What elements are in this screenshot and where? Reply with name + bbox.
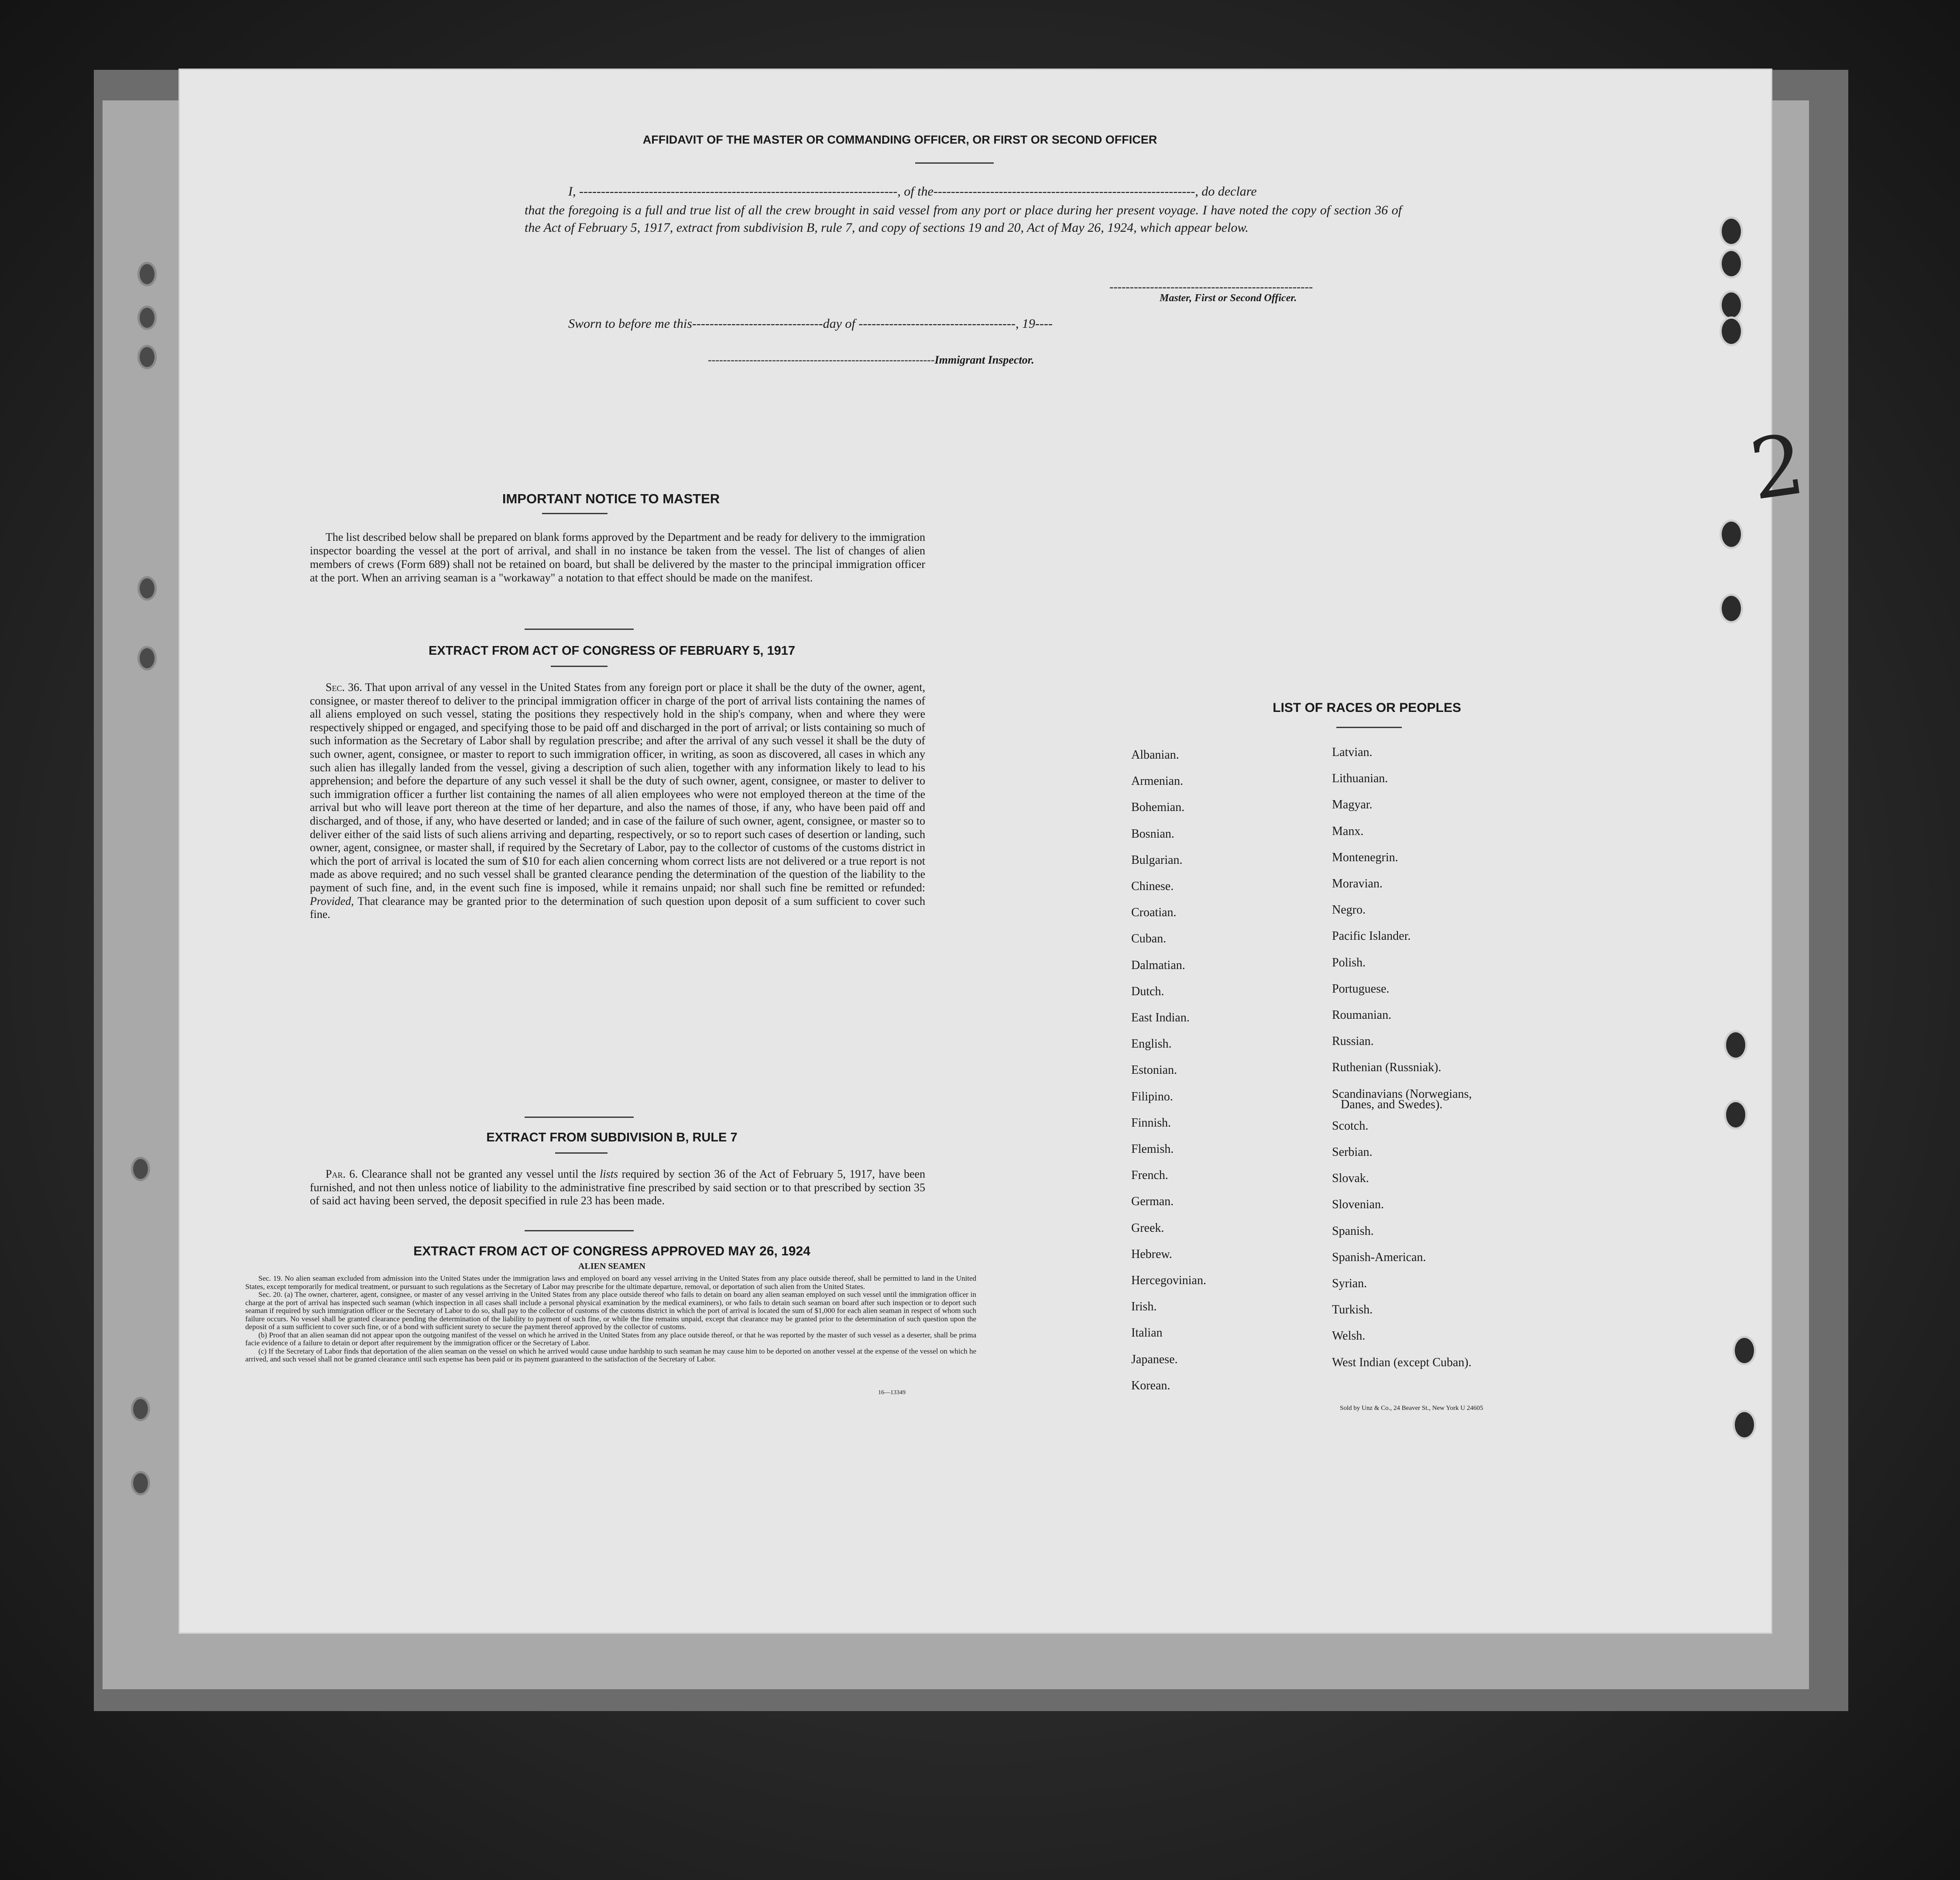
race-item: Japanese. — [1131, 1352, 1178, 1366]
race-item: Magyar. — [1332, 798, 1373, 812]
punch-hole — [1733, 1410, 1756, 1440]
race-item: Chinese. — [1131, 880, 1174, 894]
race-item: Croatian. — [1131, 906, 1177, 920]
lists-word: lists — [600, 1168, 618, 1180]
sworn-label: Sworn to before me this — [568, 316, 692, 331]
sec-20c-text: (c) If the Secretary of Labor finds that deportation of the alien seaman on the vessel on which he arrived would cause undue hardship to such seaman he may cause him to be deported on another vessel at the expense of the vessel on which he arrived, and such vessel shall not be granted clearance until such expense has been paid or its payment guaranteed to the satisfaction of the Secretary of Labor. — [245, 1347, 976, 1363]
sworn-date-field[interactable]: ------------------------------ — [692, 316, 823, 331]
inspector-line — [708, 354, 1034, 367]
race-item: Bosnian. — [1131, 827, 1174, 841]
race-item: Turkish. — [1332, 1303, 1373, 1317]
punch-hole — [1720, 519, 1743, 549]
affidavit-line1 — [568, 184, 1572, 199]
race-item: Armenian. — [1131, 774, 1183, 788]
par-6-label: Par. 6. — [326, 1168, 358, 1180]
sec-19-text: Sec. 19. No alien seaman excluded from admission into the United States under the immigration laws and employed on board any vessel arriving in the United States from any place outside thereof, shall be permitted to land in the United States, except temporarily for medical treatment, or pursuant to such regulations as the Secretary of Labor may prescribe for the ultimate departure, removal, or deportation of such alien from the United States. — [245, 1274, 976, 1291]
race-item: Lithuanian. — [1332, 772, 1388, 786]
form-number: 16—13349 — [878, 1389, 906, 1396]
punch-hole — [1733, 1336, 1756, 1365]
subdivision-body — [310, 1168, 925, 1208]
inspector-label: Immigrant Inspector. — [934, 354, 1034, 366]
race-item: Greek. — [1131, 1221, 1164, 1235]
month-field[interactable]: ------------------------------------ — [858, 316, 1016, 331]
race-item: Scandinavians (Norwegians, — [1332, 1087, 1472, 1101]
punch-hole — [1724, 1030, 1747, 1060]
race-item: Scotch. — [1332, 1119, 1369, 1133]
race-item: Bulgarian. — [1131, 853, 1183, 867]
alien-seamen-subtitle: ALIEN SEAMEN — [578, 1261, 645, 1271]
punch-hole — [137, 345, 157, 369]
extract-1924-body — [245, 1275, 976, 1364]
race-item: Bohemian. — [1131, 801, 1185, 815]
affidavit-body: that the foregoing is a full and true list of all the crew brought in said vessel from any port or place during her present voyage. I have noted the copy of section 36 of the Act of February 5, 1917, extract from subdivision B, rule 7, and copy of sections 19 and 20, Act of May 26, 1924, which appear below. — [525, 203, 1402, 235]
race-item: French. — [1131, 1169, 1168, 1182]
punch-hole — [137, 262, 157, 286]
i-label: I, — [568, 184, 576, 199]
section-divider — [525, 629, 634, 630]
race-item: Pacific Islander. — [1332, 929, 1411, 943]
races-title: LIST OF RACES OR PEOPLES — [1273, 701, 1461, 715]
extract-1917-body — [310, 681, 925, 921]
subdivision-divider — [555, 1152, 608, 1154]
sec-20b-text: (b) Proof that an alien seaman did not appear upon the outgoing manifest of the vessel on which he arrived in the United States from any place outside thereof, or that he was reported by the master of such vessel as a deserter, shall be prima facie evidence of a failure to detain or deport after requirement by the immigration officer or the Secretary of Labor. — [245, 1330, 976, 1347]
race-item: Italian — [1131, 1326, 1163, 1340]
race-item: Flemish. — [1131, 1142, 1174, 1156]
document-page — [180, 70, 1810, 1633]
race-item: Irish. — [1131, 1300, 1157, 1314]
par-6-text-b: required by section 36 of the Act of February 5, 1917, have been furnished, and not then unless notice of liability to the administrative fine prescribed by said section or to that prescribed by section 35 of said act having been served, the deposit specified in rule 23 has been made. — [310, 1168, 926, 1207]
race-item: Dalmatian. — [1131, 958, 1185, 972]
races-column-1 — [1131, 742, 1206, 1399]
notice-divider — [542, 513, 608, 514]
race-item: Spanish. — [1332, 1224, 1374, 1238]
race-item: Latvian. — [1332, 746, 1373, 759]
race-item: Syrian. — [1332, 1277, 1367, 1291]
race-item-continuation: Danes, and Swedes). — [1341, 1098, 1443, 1111]
year-label: , 19 — [1015, 316, 1035, 331]
race-item: Montenegrin. — [1332, 850, 1398, 864]
punch-hole — [1720, 594, 1743, 623]
race-item: Serbian. — [1332, 1145, 1373, 1159]
race-item: Roumanian. — [1332, 1008, 1392, 1022]
race-item: Cuban. — [1131, 932, 1167, 946]
seller-imprint: Sold by Unz & Co., 24 Beaver St., New York U 24605 — [1340, 1405, 1483, 1412]
race-item: Ruthenian (Russniak). — [1332, 1061, 1442, 1075]
sec-36-text: That upon arrival of any vessel in the United States from any foreign port or place it shall be the duty of the owner, agent, consignee, or master thereof to deliver to the principal immigration officer in charge of the port of arrival lists containing the names of all aliens employed on such vessel, stating the positions they respectively hold in the ship's company, when and where they were respectively shipped or engaged, and specifying those to be paid off and discharged in the port of arrival; or lists containing so much of such information as the Secretary of Labor shall by regulation prescribe; and after the arrival of any such vessel it shall be the duty of such owner, agent, consignee, or master to report to such immigration officer, in writing, as soon as discovered, all cases in which any such alien has illegally landed from the vessel, giving a description of such alien, together with any information likely to lead to his apprehension; and before the departure of any such vessel it shall be the duty of such owner, agent, consignee, or master to deliver to such immigration officer a further list containing the names of all alien employees who were not employed thereon at the time of the arrival but who will leave port thereon at the time of her departure, and also the names of those, if any, who have been paid off and discharged, and of those, if any, who have deserted or landed; and in case of the failure of such owner, agent, consignee, or master so to deliver either of the said lists of such aliens arriving and departing, respectively, or so to report such cases of desertion or landing, such owner, agent, consignee, or master shall, if required by the Secretary of Labor, pay to the collector of customs of the customs district in which the port of arrival is located the sum of $10 for each alien concerning whom correct lists are not delivered or a true report is not made as above required; and no such vessel shall be granted clearance pending the determination of the question of the liability to the payment of such fine, and, in the event such fine is imposed, while it remains unpaid; nor shall such fine be remitted or refunded: — [310, 681, 925, 894]
vessel-field[interactable]: ------------------------------------------------------------ — [933, 184, 1195, 199]
race-item: Moravian. — [1332, 877, 1383, 891]
punch-hole — [1720, 217, 1743, 246]
punch-hole — [131, 1157, 150, 1181]
handwritten-mark: 2 — [1744, 416, 1810, 519]
race-item: Polish. — [1332, 955, 1366, 969]
title-divider — [915, 162, 994, 164]
race-item: Filipino. — [1131, 1090, 1173, 1103]
race-item: Finnish. — [1131, 1116, 1171, 1130]
declare-label: , do declare — [1195, 184, 1257, 199]
sec-36-end: That clearance may be granted prior to the determination of such question upon deposit of a sum sufficient to cover such fine. — [310, 894, 925, 921]
name-field[interactable]: ------------------------------------------------------------------------- — [579, 184, 898, 199]
inspector-signature-field[interactable]: ------------------------------------------------------------ — [708, 354, 935, 366]
of-the-label: , of the — [897, 184, 934, 199]
race-item: Welsh. — [1332, 1329, 1366, 1343]
race-item: East Indian. — [1131, 1011, 1190, 1025]
punch-hole — [1720, 249, 1743, 278]
punch-hole — [137, 576, 157, 601]
par-6-text-a: Clearance shall not be granted any vessel until the — [361, 1168, 596, 1180]
race-item: Manx. — [1332, 824, 1364, 838]
race-item: German. — [1131, 1195, 1174, 1209]
race-item: Slovenian. — [1332, 1198, 1384, 1212]
punch-hole — [1720, 290, 1743, 320]
race-item: Portuguese. — [1332, 982, 1390, 996]
provided-word: Provided, — [310, 894, 354, 907]
punch-hole — [1720, 316, 1743, 346]
master-signature-line[interactable]: -------------------------------------------------- — [1109, 280, 1313, 294]
race-item: Negro. — [1332, 903, 1366, 917]
affidavit-title: AFFIDAVIT OF THE MASTER OR COMMANDING OFFICER, OR FIRST OR SECOND OFFICER — [642, 133, 1157, 146]
punch-hole — [131, 1471, 150, 1495]
race-item: Korean. — [1131, 1378, 1171, 1392]
race-item: Dutch. — [1131, 984, 1164, 998]
sec-20a-text: Sec. 20. (a) The owner, charterer, agent, consignee, or master of any vessel arriving in the United States from any place outside thereof who fails to detain on board any alien seaman employed on such vessel until the immigration officer in charge at the port of arrival has inspected such seaman (which inspection in all cases shall include a personal physical examination by the medical examiners), or who fails to detain such seaman on board after such inspection or to deport such seaman if required by such immigration officer or the Secretary of Labor to do so, shall pay to the collector of customs of the customs district in which the port of arrival is located the sum of $1,000 for each alien seaman in respect of whom such failure occurs. No vessel shall be granted clearance pending the determination of the liability to payment of such fine, or while the fine remains unpaid, except that clearance may be granted prior to the determination of such question upon the deposit of a sum sufficient to cover such fine, or of a bond with sufficient surety to secure the payment thereof approved by the collector of customs. — [245, 1290, 976, 1331]
day-of-label: day of — [823, 316, 855, 331]
section-divider — [525, 1230, 634, 1231]
punch-hole — [1724, 1100, 1747, 1130]
race-item: Estonian. — [1131, 1063, 1177, 1077]
year-field[interactable]: ---- — [1035, 316, 1053, 331]
sworn-line — [568, 316, 1053, 331]
extract-1924-title: EXTRACT FROM ACT OF CONGRESS APPROVED MAY 26, 1924 — [413, 1244, 810, 1258]
race-item: West Indian (except Cuban). — [1332, 1355, 1472, 1369]
master-signature-label: Master, First or Second Officer. — [1160, 292, 1297, 304]
race-item: Slovak. — [1332, 1172, 1369, 1186]
subdivision-title: EXTRACT FROM SUBDIVISION B, RULE 7 — [486, 1131, 738, 1144]
race-item: English. — [1131, 1037, 1172, 1051]
races-column-2 — [1332, 739, 1472, 1376]
notice-body: The list described below shall be prepared on blank forms approved by the Department and be ready for delivery to the immigration inspector boarding the vessel at the port of arrival, and shall in no instance be taken from the vessel. The list of changes of alien members of crews (Form 689) shall not be retained on board, but shall be delivered by the master to the principal immigration officer at the port. When an arriving seaman is a "workaway" a notation to that effect should be made on the manifest. — [310, 531, 925, 584]
races-divider — [1336, 727, 1402, 728]
sec-36-label: Sec. 36. — [326, 681, 362, 694]
race-item: Albanian. — [1131, 748, 1179, 762]
race-item: Hercegovinian. — [1131, 1274, 1206, 1288]
race-item: Russian. — [1332, 1035, 1374, 1048]
notice-title: IMPORTANT NOTICE TO MASTER — [502, 491, 720, 506]
extract-1917-title: EXTRACT FROM ACT OF CONGRESS OF FEBRUARY 5, 1917 — [428, 644, 796, 658]
race-item: Hebrew. — [1131, 1247, 1172, 1261]
extract-1917-divider — [551, 666, 608, 667]
punch-hole — [137, 306, 157, 330]
section-divider — [525, 1117, 634, 1118]
punch-hole — [131, 1397, 150, 1421]
punch-hole — [137, 646, 157, 670]
race-item: Spanish-American. — [1332, 1250, 1426, 1264]
